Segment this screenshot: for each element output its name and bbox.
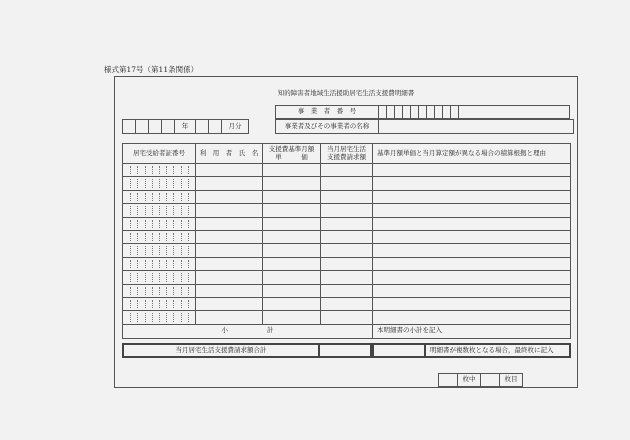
digit-divider (181, 260, 182, 268)
subtotal-note: 本明細書の小計を記入 (373, 324, 571, 338)
digit-divider (173, 233, 174, 241)
digit-divider (188, 246, 189, 254)
detail-row (123, 271, 571, 284)
claim-amount-cell[interactable] (321, 164, 373, 177)
unit-price-cell[interactable] (263, 204, 321, 217)
digit-divider (188, 193, 189, 201)
digit-divider (130, 260, 131, 268)
digit-divider (130, 193, 131, 201)
unit-price-cell[interactable] (263, 271, 321, 284)
recipient-number-cell[interactable] (123, 230, 196, 243)
col-header-claim-amount: 当月居宅生活 支援費請求額 (321, 144, 373, 164)
digit-divider (166, 300, 167, 308)
business-name-table (275, 119, 574, 134)
digit-divider (145, 233, 146, 241)
unit-price-cell[interactable] (263, 217, 321, 230)
digit-divider (181, 179, 182, 187)
digit-divider (145, 206, 146, 214)
recipient-number-cell[interactable] (123, 190, 196, 203)
digit-divider (181, 246, 182, 254)
unit-price-cell[interactable] (263, 164, 321, 177)
unit-price-cell[interactable] (263, 297, 321, 310)
digit-divider (152, 273, 153, 281)
reason-cell[interactable] (373, 271, 571, 284)
digit-divider (159, 233, 160, 241)
digit-divider (188, 260, 189, 268)
digit-divider (145, 300, 146, 308)
digit-divider (181, 220, 182, 228)
digit-divider (173, 206, 174, 214)
recipient-number-cell[interactable] (123, 204, 196, 217)
digit-divider (137, 287, 138, 295)
digit-divider (137, 179, 138, 187)
reason-cell[interactable] (373, 177, 571, 190)
digit-divider (137, 220, 138, 228)
business-name-field[interactable] (379, 120, 574, 134)
business-number-digit[interactable] (411, 106, 419, 119)
business-number-digit[interactable] (451, 106, 459, 119)
digit-divider (159, 179, 160, 187)
total-claim-field[interactable] (373, 344, 425, 357)
recipient-number-cell[interactable] (123, 297, 196, 310)
recipient-number-cell[interactable] (123, 284, 196, 297)
year-digit[interactable] (149, 120, 162, 134)
business-number-label: 事 業 者 番 号 (276, 106, 379, 119)
business-number-digit[interactable] (387, 106, 395, 119)
digit-divider (130, 246, 131, 254)
detail-row (123, 190, 571, 203)
form-number: 様式第17号（第11条関係） (104, 65, 199, 74)
digit-divider (173, 287, 174, 295)
digit-divider (188, 300, 189, 308)
subtotal-label-cell (123, 324, 373, 338)
detail-row (123, 244, 571, 257)
digit-divider (152, 246, 153, 254)
digit-divider (166, 313, 167, 321)
claim-amount-cell[interactable] (321, 230, 373, 243)
unit-price-cell[interactable] (263, 284, 321, 297)
unit-price-cell[interactable] (263, 257, 321, 270)
digit-divider (173, 260, 174, 268)
digit-divider (137, 246, 138, 254)
detail-row (123, 230, 571, 243)
digit-divider (137, 273, 138, 281)
detail-row (123, 177, 571, 190)
digit-divider (159, 300, 160, 308)
subtotal-label: 小 計 (221, 326, 274, 335)
digit-divider (130, 233, 131, 241)
sheet-number-table (438, 373, 523, 387)
reason-cell[interactable] (373, 257, 571, 270)
digit-divider (166, 206, 167, 214)
reason-cell[interactable] (373, 204, 571, 217)
claim-amount-cell[interactable] (321, 244, 373, 257)
digit-divider (130, 287, 131, 295)
sheet-total-field[interactable] (439, 374, 458, 387)
business-number-digit[interactable] (419, 106, 427, 119)
user-name-cell[interactable] (196, 257, 263, 270)
digit-divider (152, 287, 153, 295)
digit-divider (152, 206, 153, 214)
user-name-cell[interactable] (196, 271, 263, 284)
claim-amount-cell[interactable] (321, 204, 373, 217)
claim-amount-cell[interactable] (321, 271, 373, 284)
digit-divider (166, 287, 167, 295)
digit-divider (188, 313, 189, 321)
digit-divider (152, 233, 153, 241)
reason-cell[interactable] (373, 164, 571, 177)
claim-amount-cell[interactable] (321, 190, 373, 203)
digit-divider (188, 273, 189, 281)
reason-cell[interactable] (373, 244, 571, 257)
reason-cell[interactable] (373, 190, 571, 203)
digit-divider (137, 313, 138, 321)
claim-amount-cell[interactable] (321, 297, 373, 310)
digit-divider (166, 273, 167, 281)
detail-row (123, 297, 571, 310)
col-header-unit-price: 支援費基準月額 単 価 (263, 144, 321, 164)
user-name-cell[interactable] (196, 217, 263, 230)
claim-amount-cell[interactable] (321, 284, 373, 297)
detail-row (123, 204, 571, 217)
user-name-cell[interactable] (196, 297, 263, 310)
digit-divider (152, 179, 153, 187)
digit-divider (137, 206, 138, 214)
digit-divider (145, 260, 146, 268)
digit-divider (173, 220, 174, 228)
year-digit[interactable] (136, 120, 149, 134)
user-name-cell[interactable] (196, 284, 263, 297)
month-digit[interactable] (209, 120, 222, 134)
digit-divider (145, 246, 146, 254)
digit-divider (130, 273, 131, 281)
digit-divider (159, 220, 160, 228)
business-number-digit[interactable] (435, 106, 443, 119)
digit-divider (145, 193, 146, 201)
digit-divider (159, 193, 160, 201)
digit-divider (145, 179, 146, 187)
digit-divider (130, 166, 131, 174)
user-name-cell[interactable] (196, 230, 263, 243)
total-table (122, 343, 571, 358)
detail-row (123, 311, 571, 324)
digit-divider (181, 233, 182, 241)
digit-divider (137, 193, 138, 201)
digit-divider (181, 166, 182, 174)
year-digit[interactable] (162, 120, 175, 134)
digit-divider (173, 300, 174, 308)
user-name-cell[interactable] (196, 177, 263, 190)
reason-cell[interactable] (373, 230, 571, 243)
digit-divider (181, 193, 182, 201)
digit-divider (145, 287, 146, 295)
reason-cell[interactable] (373, 284, 571, 297)
digit-divider (145, 313, 146, 321)
year-label: 年 (175, 120, 196, 134)
recipient-number-cell[interactable] (123, 164, 196, 177)
claim-amount-cell[interactable] (321, 311, 373, 324)
digit-divider (173, 179, 174, 187)
unit-price-cell[interactable] (263, 177, 321, 190)
digit-divider (181, 206, 182, 214)
col-header-recipient-no: 居宅受給者証番号 (123, 144, 196, 164)
year-month-table (122, 119, 249, 134)
digit-divider (152, 313, 153, 321)
digit-divider (166, 166, 167, 174)
detail-row (123, 257, 571, 270)
col-header-user-name: 利 用 者 氏 名 (196, 144, 263, 164)
digit-divider (159, 206, 160, 214)
digit-divider (130, 179, 131, 187)
digit-divider (166, 193, 167, 201)
recipient-number-cell[interactable] (123, 217, 196, 230)
digit-divider (130, 313, 131, 321)
unit-price-cell[interactable] (263, 230, 321, 243)
digit-divider (159, 313, 160, 321)
col-header-reason: 基準月額単価と当月算定額が異なる場合の積算根拠と理由 (373, 144, 571, 164)
digit-divider (137, 166, 138, 174)
digit-divider (152, 300, 153, 308)
digit-divider (137, 260, 138, 268)
business-number-digit[interactable] (403, 106, 411, 119)
digit-divider (188, 179, 189, 187)
digit-divider (152, 220, 153, 228)
digit-divider (166, 220, 167, 228)
total-amount-field[interactable] (319, 344, 371, 357)
digit-divider (188, 206, 189, 214)
business-number-digit[interactable] (395, 106, 403, 119)
unit-price-cell[interactable] (263, 244, 321, 257)
digit-divider (137, 300, 138, 308)
digit-divider (188, 166, 189, 174)
business-name-label: 事業者及びその事業者の名称 (276, 120, 379, 134)
sheet-of-label: 枚中 (458, 374, 481, 387)
reason-cell[interactable] (373, 311, 571, 324)
digit-divider (159, 246, 160, 254)
digit-divider (173, 246, 174, 254)
digit-divider (173, 273, 174, 281)
digit-divider (188, 233, 189, 241)
recipient-number-cell[interactable] (123, 244, 196, 257)
digit-divider (173, 193, 174, 201)
user-name-cell[interactable] (196, 244, 263, 257)
digit-divider (181, 313, 182, 321)
detail-rows (123, 164, 571, 325)
digit-divider (188, 287, 189, 295)
business-number-digit[interactable] (427, 106, 435, 119)
sheet-no-label: 枚目 (500, 374, 523, 387)
digit-divider (181, 287, 182, 295)
digit-divider (130, 300, 131, 308)
business-number-blank (459, 106, 570, 119)
recipient-number-cell[interactable] (123, 257, 196, 270)
digit-divider (159, 260, 160, 268)
sheet-number-field[interactable] (481, 374, 500, 387)
business-number-digit[interactable] (443, 106, 451, 119)
digit-divider (130, 206, 131, 214)
claim-amount-cell[interactable] (321, 217, 373, 230)
digit-divider (173, 166, 174, 174)
digit-divider (173, 313, 174, 321)
unit-price-cell[interactable] (263, 311, 321, 324)
reason-cell[interactable] (373, 217, 571, 230)
recipient-number-cell[interactable] (123, 311, 196, 324)
month-digit[interactable] (196, 120, 209, 134)
digit-divider (166, 233, 167, 241)
digit-divider (152, 260, 153, 268)
form-title: 知的障害者地域生活援助居宅生活支援費明細書 (277, 89, 415, 97)
month-label: 月分 (222, 120, 249, 134)
detail-table (122, 143, 571, 339)
recipient-number-cell[interactable] (123, 271, 196, 284)
user-name-cell[interactable] (196, 311, 263, 324)
digit-divider (188, 220, 189, 228)
digit-divider (166, 179, 167, 187)
digit-divider (137, 233, 138, 241)
business-number-table (275, 105, 570, 119)
reason-cell[interactable] (373, 297, 571, 310)
claim-amount-cell[interactable] (321, 257, 373, 270)
digit-divider (130, 220, 131, 228)
user-name-cell[interactable] (196, 164, 263, 177)
digit-divider (145, 273, 146, 281)
claim-amount-cell[interactable] (321, 177, 373, 190)
detail-row (123, 164, 571, 177)
digit-divider (166, 260, 167, 268)
digit-divider (166, 246, 167, 254)
unit-price-cell[interactable] (263, 190, 321, 203)
user-name-cell[interactable] (196, 204, 263, 217)
digit-divider (152, 166, 153, 174)
total-label: 当月居宅生活支援費請求額合計 (123, 344, 319, 357)
digit-divider (181, 273, 182, 281)
digit-divider (145, 220, 146, 228)
detail-row (123, 284, 571, 297)
digit-divider (159, 273, 160, 281)
digit-divider (152, 193, 153, 201)
user-name-cell[interactable] (196, 190, 263, 203)
detail-row (123, 217, 571, 230)
total-note: 明細書が複数枚となる場合，最終枚に記入 (425, 344, 570, 357)
business-number-digit[interactable] (379, 106, 387, 119)
year-digit[interactable] (123, 120, 136, 134)
digit-divider (181, 300, 182, 308)
digit-divider (159, 166, 160, 174)
digit-divider (159, 287, 160, 295)
digit-divider (145, 166, 146, 174)
recipient-number-cell[interactable] (123, 177, 196, 190)
